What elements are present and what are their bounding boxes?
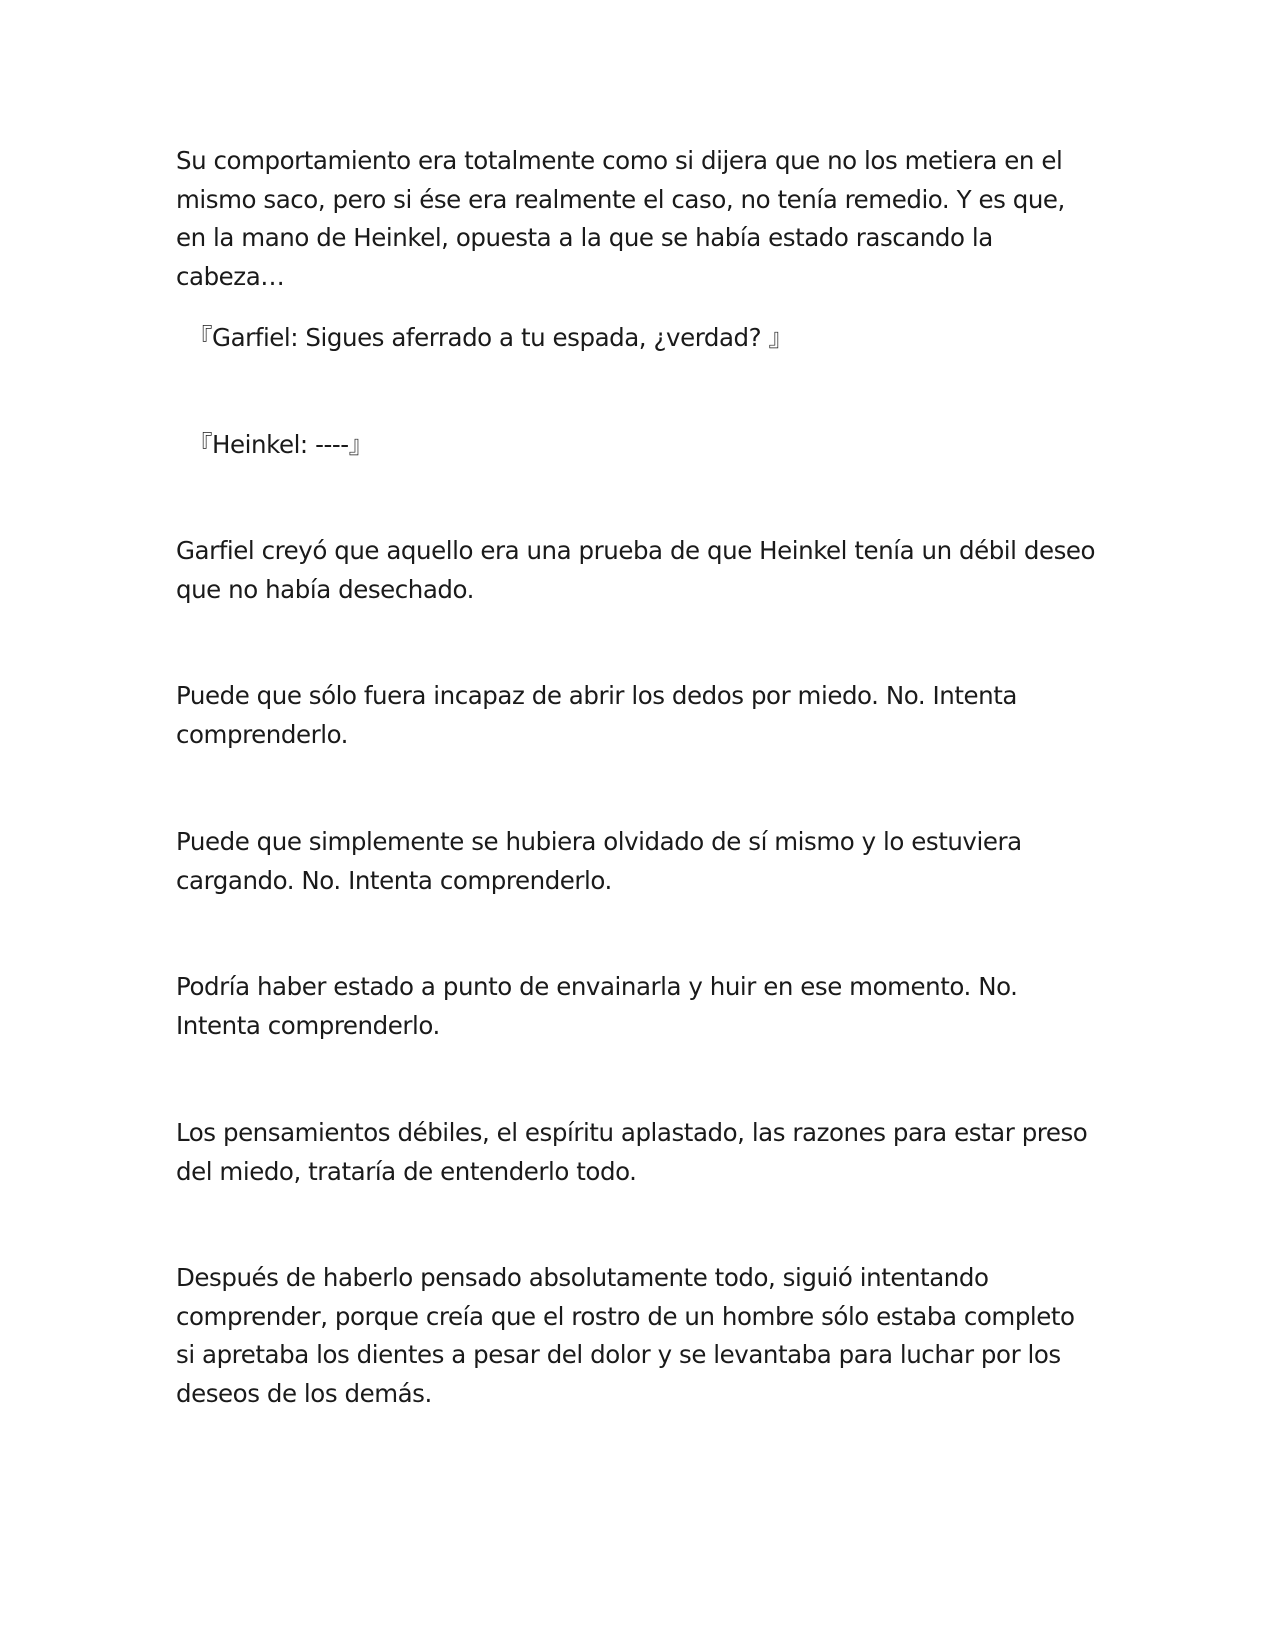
dialogue-garfiel: 『Garfiel: Sigues aferrado a tu espada, ¿verdad? 』 xyxy=(188,323,793,352)
dialogue-heinkel: 『Heinkel: ----』 xyxy=(188,430,373,459)
paragraph-6: Puede que simplemente se hubiera olvidado de sí mismo y lo estuviera cargando. No. Intenta comprenderlo. xyxy=(176,827,1022,895)
paragraph-1: Su comportamiento era totalmente como si dijera que no los metiera en el mismo saco, pero si ése era realmente el caso, no tenía remedio. Y es que, en la mano de Heinkel, opuesta a la que se había estado rascando la cabeza… xyxy=(176,146,1065,291)
paragraph-8: Los pensamientos débiles, el espíritu aplastado, las razones para estar preso del miedo, trataría de entenderlo todo. xyxy=(176,1118,1088,1186)
paragraph-9: Después de haberlo pensado absolutamente todo, siguió intentando comprender, porque creía que el rostro de un hombre sólo estaba completo si apretaba los dientes a pesar del dolor y se levantaba para luchar por los deseos de los demás. xyxy=(176,1263,1075,1408)
paragraph-7: Podría haber estado a punto de envainarla y huir en ese momento. No. Intenta comprenderlo. xyxy=(176,972,1018,1040)
paragraph-4: Garfiel creyó que aquello era una prueba de que Heinkel tenía un débil deseo que no había desechado. xyxy=(176,536,1096,604)
paragraph-5: Puede que sólo fuera incapaz de abrir los dedos por miedo. No. Intenta comprenderlo. xyxy=(176,681,1017,749)
